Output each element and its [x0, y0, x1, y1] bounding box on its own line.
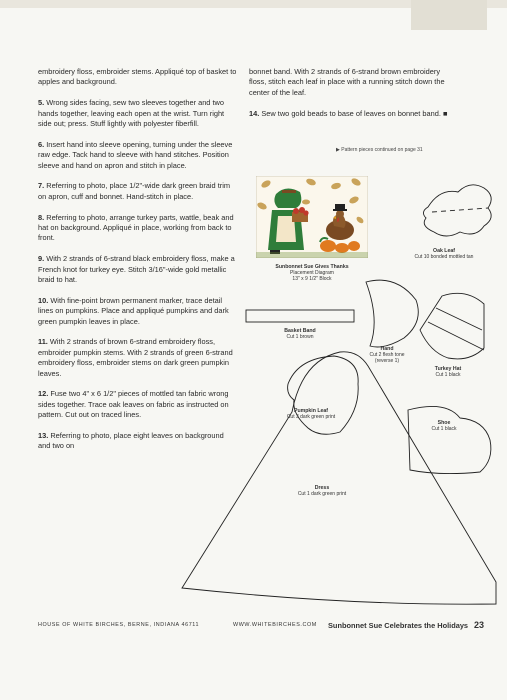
- shoe-label: [420, 420, 468, 432]
- dress-outline: [182, 352, 496, 604]
- shoe-title: Shoe: [437, 420, 451, 426]
- diagram-title: Sunbonnet Sue Gives Thanks: [275, 264, 349, 270]
- step-text: Wrong sides facing, sew two sleeves together and two hands together, leaving each open at the wrist. Turn right side out; press. Stuff lightly with polyester fiberfill.: [38, 98, 225, 129]
- pumpkin-leaf-label: [274, 408, 348, 420]
- step-text: Referring to photo, arrange turkey parts, wattle, beak and hat on background. Appliqué in place, working from back to front.: [38, 212, 234, 243]
- step-text: With 2 strands of brown 6-strand embroidery floss, embroider pumpkin stems. With 2 strands of green 6-strand embroidery floss, embroider stems on dark green pumpkin leaves.: [38, 337, 233, 378]
- book-title: Sunbonnet Sue Celebrates the Holidays: [328, 621, 469, 630]
- pumpkin-leaf-outline: [288, 356, 359, 434]
- turkey-hat-instructions: Cut 1 black: [435, 372, 461, 378]
- step-number: 13.: [38, 431, 49, 441]
- paragraph-continued: embroidery floss, embroider stems. Appliqué top of basket to apples and background.: [38, 67, 237, 87]
- step-number: 14.: [249, 108, 260, 118]
- basket-band-instructions: Cut 1 brown: [286, 334, 314, 340]
- basket-band-title: Basket Band: [284, 328, 316, 334]
- pumpkin-leaf-instructions: Cut 3 dark green print: [286, 414, 336, 420]
- hand-label: [358, 346, 416, 364]
- dress-title: Dress: [314, 485, 330, 491]
- diagram-size: 13" x 9 1/2" Block: [292, 276, 332, 282]
- basket-band-outline: [246, 310, 354, 322]
- step-number: 8.: [38, 212, 45, 222]
- turkey-hat-title: Turkey Hat: [434, 366, 462, 372]
- step-number: 6.: [38, 139, 45, 149]
- step-number: 9.: [38, 254, 45, 264]
- pumpkin-leaf-title: Pumpkin Leaf: [293, 408, 328, 414]
- step-text: Insert hand into sleeve opening, turning under the sleeve raw edge. Tack hand to sleeve with hand stitches. Position sleeve and hand on apron and stitch in place.: [38, 139, 233, 170]
- publisher-name: HOUSE OF WHITE BIRCHES, BERNE, INDIANA 46711: [38, 622, 200, 628]
- oak-leaf-center-line: [432, 208, 488, 212]
- basket-band-label: [270, 328, 330, 340]
- publisher-website: WWW.WHITEBIRCHES.COM: [233, 622, 317, 628]
- step-number: 7.: [38, 181, 45, 191]
- hand-instructions-2: (reverse 1): [374, 358, 400, 364]
- hand-outline: [366, 280, 418, 347]
- paragraph-continued-right: bonnet band. With 2 strands of 6-strand brown embroidery floss, stitch each leaf in place with a running stitch down the center of the leaf.: [249, 67, 445, 97]
- continued-note: ▶ Pattern pieces continued on page 31: [336, 147, 423, 153]
- oak-leaf-instructions: Cut 10 bonded mottled tan: [414, 254, 474, 260]
- step-number: 12.: [38, 389, 49, 399]
- step-number: 11.: [38, 337, 48, 347]
- oak-leaf-title: Oak Leaf: [433, 248, 455, 254]
- page-number: 23: [474, 620, 485, 630]
- step-text: Referring to photo, place eight leaves on background and two on: [38, 431, 224, 451]
- step-text: With fine-point brown permanent marker, trace detail lines on pumpkins. Place and appliqué pumpkins and dark green pumpkin leaves in place.: [38, 295, 229, 326]
- step-number: 5.: [38, 98, 45, 108]
- step-text: With 2 strands of 6-strand black embroidery floss, make a French knot for turkey eye. Stitch 3/16"-wide gold metallic braid to hat.: [38, 254, 235, 285]
- step-text: Sew two gold beads to base of leaves on bonnet band. ■: [259, 108, 448, 118]
- dress-label: [284, 485, 360, 497]
- step-text: Fuse two 4" x 6 1/2" pieces of mottled tan fabric wrong sides together. Trace oak leaves on fabric as instructed on pattern. Cut out on traced lines.: [38, 389, 229, 420]
- shoe-outline: [408, 406, 491, 473]
- hand-title: Hand: [380, 346, 394, 352]
- turkey-hat-label: [420, 366, 476, 378]
- hand-instructions-1: Cut 2 flesh tone: [369, 352, 405, 358]
- shoe-instructions: Cut 1 black: [431, 426, 457, 432]
- oak-leaf-outline: [423, 185, 491, 236]
- step-text: Referring to photo, place 1/2"-wide dark green braid trim on apron, cuff and bonnet. Hand-stitch in place.: [38, 181, 231, 201]
- step-number: 10.: [38, 295, 49, 305]
- oak-leaf-label: [400, 248, 488, 260]
- diagram-subtitle: Placement Diagram: [290, 270, 334, 276]
- dress-instructions: Cut 1 dark green print: [297, 491, 347, 497]
